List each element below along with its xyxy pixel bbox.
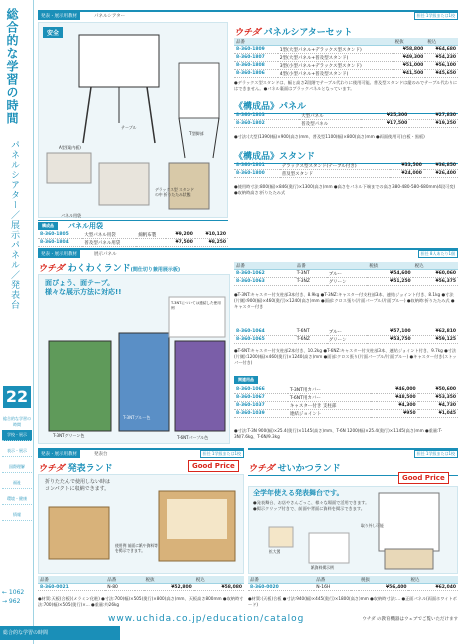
table-cell: ¥33,500 [390, 162, 424, 170]
label-removable: 取り外し可能 [361, 523, 384, 528]
table-cell: ¥4,300 [377, 402, 417, 410]
col-header: 税抜 [367, 262, 412, 270]
section-target: 担任 1学級または1校 [414, 12, 458, 20]
table-row [234, 278, 458, 286]
table-row [234, 70, 458, 78]
product-code: 8-360-1037 [234, 402, 288, 410]
sidebar-nav-item[interactable]: 表示・展示 [2, 446, 32, 457]
table-cell: T-3NT [295, 270, 327, 278]
footer-category-bar: 総合的な学習の時間 [0, 626, 120, 640]
col-header: 品番 [295, 262, 327, 270]
table-row [234, 386, 458, 394]
table-cell: ¥54,600 [367, 270, 412, 278]
label-panel-bag: パネル用袋 [61, 213, 81, 218]
table-cell: T-6NZ [295, 336, 327, 344]
table-row [234, 402, 458, 410]
table-row [234, 112, 458, 120]
table-cell: ¥52,800 [144, 584, 194, 591]
section-panel-theater [38, 10, 458, 246]
product-name: 発表ランド [67, 464, 113, 474]
table-cell: ¥7,500 [166, 239, 195, 247]
section-tag: 発表・展示用教材 [38, 12, 80, 20]
table-cell: ¥8,250 [195, 239, 228, 247]
col-header: 品番 [38, 576, 105, 584]
tagline: 全学年使える発表舞台です。 [253, 489, 344, 497]
note-stand: ●使用時寸法:800(幅)×846(奥行)×1300(高さ)mm ●高さをパネル下端までの高さ380-480-580-680mm(4段可変) ●収納時高さ:折りたたみ式 [234, 184, 456, 195]
product-title-stand: 《構成品》スタンド [234, 148, 458, 164]
table-row [234, 270, 458, 278]
table-row [234, 410, 458, 418]
product-code: 8-360-1039 [234, 410, 288, 418]
table-row [234, 62, 458, 70]
table-cell: ¥1,045 [418, 410, 458, 418]
section-target: 担任 1学級または1校 [414, 450, 458, 458]
col-header [327, 262, 368, 270]
catalog-url-link[interactable]: www.uchida.co.jp/education/catalog [108, 614, 305, 624]
price-table-stand [234, 162, 458, 178]
table-row [234, 170, 458, 178]
table-cell: ¥36,850 [424, 162, 458, 170]
section-happyo-land [38, 448, 244, 608]
table-row [38, 584, 244, 591]
col-header: 税抜 [393, 38, 426, 46]
table-cell: ¥51,250 [367, 278, 412, 286]
table-row [234, 120, 458, 128]
table-cell: ¥41,500 [393, 70, 426, 78]
product-code: 8-360-1808 [234, 62, 278, 70]
product-subname: (間仕切り兼用展示板) [130, 267, 181, 273]
table-cell: ブルー [327, 328, 368, 336]
tagline-line: 面ぴょう、面テープ。 [45, 279, 115, 287]
table-cell: ¥53,350 [418, 394, 458, 402]
note-related: ●寸法:T-3N 900(幅)×25.4(奥行)×1145(高さ)mm、T-6N 1200(幅)×25.4(奥行)×1145(高さ)mm ●重量:T-3N/7.6kg、T-6N/9.3kg [234, 428, 443, 439]
happyo-illustration [39, 475, 245, 575]
product-code: 8-360-1063 [234, 278, 295, 286]
product-name: わくわくランド [67, 264, 131, 274]
col-header: 品番 [248, 576, 314, 584]
product-code: 8-360-1801 [234, 162, 280, 170]
product-code: 8-360-1807 [234, 54, 278, 62]
table-cell: ¥58,080 [194, 584, 244, 591]
section-seikatsu-land [248, 448, 458, 608]
table-cell: ¥54,230 [425, 54, 458, 62]
page-links [2, 588, 24, 606]
label-example: 紙資料掲示例 [311, 565, 334, 570]
component-badge: 構成品 [38, 222, 58, 230]
table-cell: N-80 [105, 584, 135, 591]
table-row [38, 239, 228, 247]
product-code: 8-360-1065 [234, 336, 295, 344]
table-cell: 2型(大型パネル+普及型スタンド) [278, 54, 393, 62]
product-code: 8-360-1809 [234, 46, 278, 54]
table-cell: ¥62,040 [408, 584, 458, 591]
brand-logo: ウチダ [38, 264, 65, 274]
table-cell: T-3NZ [295, 278, 327, 286]
col-header [278, 38, 393, 46]
price-table-related [234, 386, 458, 418]
table-row [234, 336, 458, 344]
sidebar-nav-item[interactable]: 総合的な学習の時間 [2, 414, 32, 431]
table-row [234, 328, 458, 336]
brand-logo: ウチダ [248, 464, 275, 474]
table-cell: ¥56,400 [359, 584, 409, 591]
table-row [234, 394, 458, 402]
label-purple: T-6NTパープル色 [177, 435, 209, 440]
table-row [234, 162, 458, 170]
table-cell: ¥45,650 [425, 70, 458, 78]
table-row [234, 46, 458, 54]
col-header: 品番 [105, 576, 135, 584]
table-cell: ¥60,060 [413, 270, 458, 278]
product-code: 8-360-1062 [234, 270, 295, 278]
safety-badge: 安全 [43, 27, 63, 38]
label-t-leg: T型脚部 [189, 131, 204, 136]
sidebar-nav-item[interactable]: 環境・健康 [2, 494, 32, 505]
table-cell: ブルー [327, 270, 368, 278]
prev-page-link[interactable]: ← 1062 [2, 589, 25, 596]
footer-note: ウチダ の教育機器はウェブでご覧いただけます [362, 617, 458, 622]
label-blue: T-3NTブルー色 [123, 415, 151, 420]
label-connection: T-3NTについては連結した使用例 [171, 301, 221, 310]
product-code: 8-360-1803 [234, 112, 299, 120]
product-code: 8-360-1800 [234, 170, 280, 178]
note-seikatsu: ●材質:(天板)合板 ●寸法:940(幅)×445(奥行)×1800(高さ)mm ●収納時寸法:... ●正面パネル(両面ホワイトボード) [248, 596, 457, 607]
col-header [351, 576, 359, 584]
related-items-badge: 関連用品 [234, 376, 258, 384]
table-cell: ¥56,375 [413, 278, 458, 286]
section-tag: 発表・展示用教材 [38, 250, 80, 258]
product-code: 8-360-0021 [38, 584, 105, 591]
sidebar-nav-item[interactable]: 情報 [2, 510, 32, 521]
label-zoom: 拡大図 [269, 549, 281, 554]
tagline-line: 折りたたんで使用しない時は [45, 479, 111, 485]
table-row [234, 54, 458, 62]
table-cell: 綿帆布製 [136, 231, 166, 239]
table-cell: T-6NT [295, 328, 327, 336]
sidebar-nav-item[interactable]: 福祉 [2, 478, 32, 489]
table-cell: ¥10,120 [195, 231, 228, 239]
product-code: 8-360-1064 [234, 328, 295, 336]
main-content [38, 0, 458, 644]
product-image-panel-theater [38, 22, 228, 218]
col-header: 税込 [408, 576, 458, 584]
product-code: 8-360-1066 [234, 386, 288, 394]
table-cell: ¥26,400 [424, 170, 458, 178]
product-image-wakuwaku [38, 274, 230, 444]
section-target: 担任 1学級または1校 [200, 450, 244, 458]
brand-logo: ウチダ [234, 28, 261, 38]
label-deluxe-stand: デラックス型 スタンドの中 折りたたみ状態 [155, 187, 195, 197]
col-header: 税抜 [359, 576, 409, 584]
table-cell: 普及型スタンド [280, 170, 390, 178]
note-wakuwaku-3: ●T-3NT:キャスター付支柱部3本付き、8.9kg ●T-3NZ:キャスター付支柱部3本、連結ジョイント付き、8.1kg ●寸法(片側):900(幅)×460(奥行)×1240(高さ)mm ●面部:クロス張り(片面パープル/片面ブルー) ●収納時:折りたたみ式 ●キャスター付き [234, 292, 455, 309]
table-cell: ¥51,000 [393, 62, 426, 70]
table-cell: 普及型パネル [299, 120, 361, 128]
product-code: 8-360-1804 [38, 239, 82, 247]
product-image-seikatsu [248, 486, 458, 574]
col-header: 品番 [234, 38, 278, 46]
bullet-item: ●発表舞台、お店やさんごっこ、様々な場面で活用できます。 [253, 500, 370, 505]
table-cell: ¥27,830 [409, 112, 458, 120]
table-cell: T-3NT用カバー [288, 386, 371, 394]
panel-bag-title: パネル用袋 [68, 222, 103, 230]
table-cell: ¥58,800 [393, 46, 426, 54]
price-table-panel-bag [38, 231, 228, 247]
table-cell: ¥64,680 [425, 46, 458, 54]
sidebar-nav-item[interactable]: 学校・展示 [2, 430, 32, 441]
product-title-wakuwaku [38, 260, 238, 275]
tagline-line: コンパクトに収納できます。 [45, 486, 110, 492]
table-cell: ¥46,000 [377, 386, 417, 394]
price-table-happyo [38, 576, 244, 591]
table-cell: 大型パネル用袋 [82, 231, 136, 239]
table-cell: T-6NT用カバー [288, 394, 371, 402]
col-header: 税込 [425, 38, 458, 46]
label-usage: 使用例 前面に紙や資料等を掲示できます。 [115, 543, 158, 553]
table-row [248, 584, 458, 591]
panel-theater-illustration [39, 23, 229, 219]
table-cell [351, 584, 359, 591]
table-cell: ¥19,250 [409, 120, 458, 128]
section-subtitle: 展示パネル [94, 252, 117, 257]
product-name: パネルシアターセット [263, 28, 353, 38]
price-table-panel-theater-set [234, 38, 458, 78]
col-header: 品番 [314, 576, 351, 584]
table-cell: ¥9,200 [166, 231, 195, 239]
table-cell: 4型(小型パネル+普及型スタンド) [278, 70, 393, 78]
table-cell: ¥48,500 [377, 394, 417, 402]
product-name: せいかつランド [277, 464, 341, 474]
product-code: 8-360-1806 [234, 70, 278, 78]
col-header: 税抜 [144, 576, 194, 584]
col-header: 税込 [194, 576, 244, 584]
table-cell: グリーン [327, 336, 368, 344]
table-cell: グリーン [327, 278, 368, 286]
good-price-badge: Good Price [398, 472, 449, 484]
bullet-item: ●掲示クリップ付きで、前面や背面に資料を掲示できます。 [253, 506, 365, 511]
table-cell: ¥50,600 [418, 386, 458, 394]
col-header [135, 576, 143, 584]
section-tag: 発表・展示用教材 [38, 450, 80, 458]
table-cell: 普及型パネル用袋 [82, 239, 136, 247]
brand-logo: ウチダ [38, 464, 65, 474]
price-table-wakuwaku-3 [234, 262, 458, 286]
table-cell: ¥4,730 [418, 402, 458, 410]
table-cell: ¥59,125 [413, 336, 458, 344]
table-cell: ¥25,300 [361, 112, 410, 120]
table-cell: ¥62,810 [413, 328, 458, 336]
tagline-line: 様々な展示方法に対応!! [45, 288, 122, 296]
table-row [38, 231, 228, 239]
label-a-type: A型(案内板) [59, 145, 81, 150]
panel-bag-block [38, 220, 228, 246]
table-cell: デラックス型スタンド(テーブル付き) [280, 162, 390, 170]
price-table-panel [234, 112, 458, 128]
section-wakuwaku-land [38, 248, 458, 444]
table-cell: 連結ジョイント [288, 410, 371, 418]
label-green: T-3NTグリーン色 [53, 433, 85, 438]
table-cell: ¥49,300 [393, 54, 426, 62]
sidebar-nav-item[interactable]: 国際理解 [2, 462, 32, 473]
col-header: 税込 [413, 262, 458, 270]
product-title-panel: 《構成品》パネル [234, 98, 458, 114]
table-cell: ¥24,000 [390, 170, 424, 178]
section-subtitle: 発表台 [94, 452, 108, 457]
table-cell [136, 239, 166, 247]
note-happyo: ●材質:天板(合板)(メラミン化粧) ●寸法:700(幅)×505(奥行)×800(高さ)mm、天板高さ800mm ●収納時寸法:700(幅)×505(奥行)×... ●重量:約26kg [38, 596, 244, 607]
table-cell: 3型(小型パネル+デラックス型スタンド) [278, 62, 393, 70]
product-image-happyo [38, 474, 244, 574]
page-number: 22 [3, 386, 31, 408]
table-cell: N-16H [314, 584, 351, 591]
product-code: 8-360-1805 [38, 231, 82, 239]
product-code: 8-360-0020 [248, 584, 314, 591]
label-table: テーブル [121, 125, 137, 130]
section-subtitle: パネルシアター [94, 14, 126, 19]
table-cell: ¥17,500 [361, 120, 410, 128]
price-table-wakuwaku-6 [234, 328, 458, 344]
seikatsu-illustration [249, 487, 459, 575]
note-wakuwaku-6: ●T-6NT:キャスター付支柱部2本付き、10.2kg ●T-6NZ:キャスター付支柱部3本、連結ジョイント付き、9.7kg ●寸法(片側):1200(幅)×460(奥行)×1240(高さ)mm ●面部:クロス張り(片面パープル/片面ブルー) ●キャスター付き(ストッパー付き) [234, 348, 457, 365]
col-header: 品番 [234, 262, 295, 270]
good-price-badge: Good Price [188, 460, 239, 472]
note-panel-theater: ●デラックス型スタンドは、幅と高さ2段階でテーブル代わりに使用可能。普及型スタンドは縦のみでテーブル代わりにはできません。●パネル裏面はブラックパネルとなっています。 [234, 80, 458, 91]
price-table-seikatsu [248, 576, 458, 591]
section-target: 担任 8人あたり1個 [418, 250, 458, 258]
table-cell: ¥53,750 [367, 336, 412, 344]
table-cell: キャスター付き 支柱部 [288, 402, 371, 410]
table-cell: ¥950 [377, 410, 417, 418]
table-cell: ¥57,100 [367, 328, 412, 336]
table-cell: ¥56,100 [425, 62, 458, 70]
sidebar-subtitle: パネルシアター／展示パネル／発表台 [9, 140, 19, 310]
sidebar [0, 0, 34, 644]
product-code: 8-360-1802 [234, 120, 299, 128]
sidebar-title: 総合的な学習の時間 [5, 8, 19, 125]
product-code: 8-360-1067 [234, 394, 288, 402]
table-cell: 大型パネル [299, 112, 361, 120]
table-cell [135, 584, 143, 591]
note-panel: ●寸法:(大型)1390(幅)×900(高さ)mm、普及型1100(幅)×800(高さ)mm ●両面使用可(白板・黒板) [234, 134, 425, 139]
table-cell: 1型(大型パネル+デラックス型スタンド) [278, 46, 393, 54]
next-page-link[interactable]: → 962 [2, 598, 21, 605]
